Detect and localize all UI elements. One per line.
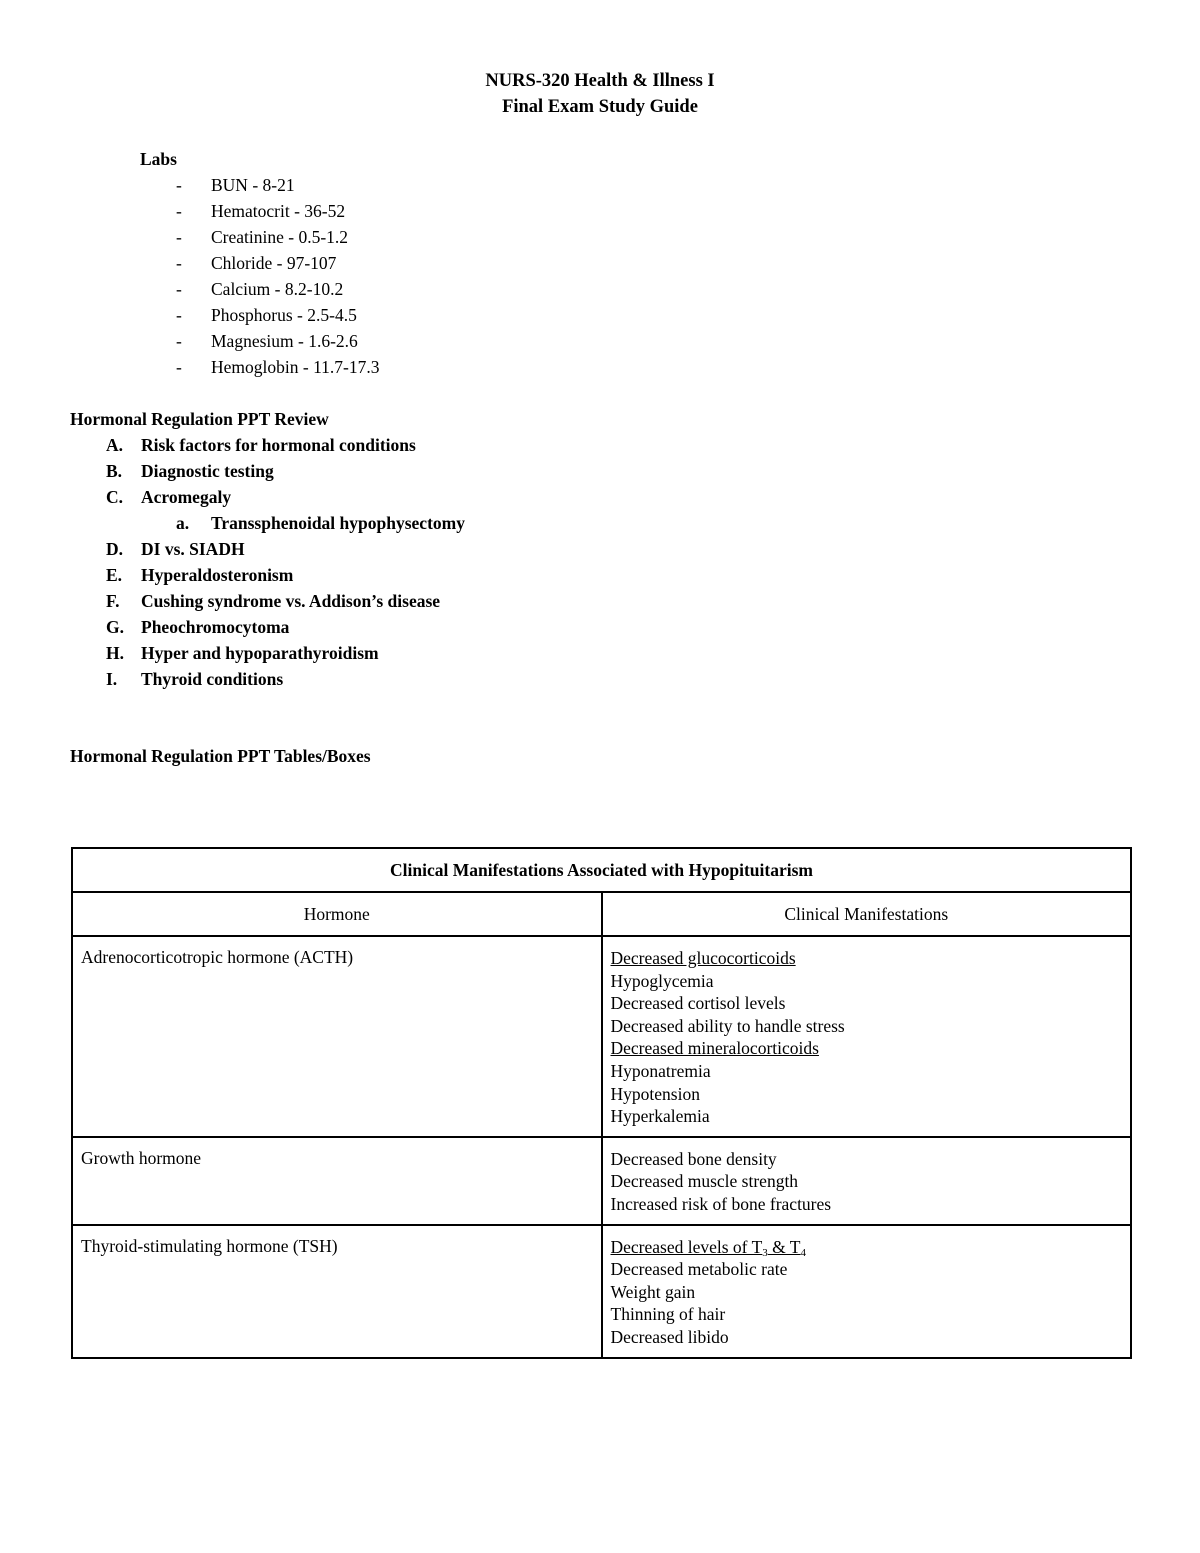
hormone-cell: Growth hormone <box>72 1137 602 1225</box>
lab-item-text: Hemoglobin - 11.7-17.3 <box>211 357 380 377</box>
hormone-cell: Thyroid-stimulating hormone (TSH) <box>72 1225 602 1358</box>
review-item-text: Diagnostic testing <box>141 461 274 481</box>
table-caption-row <box>72 848 1131 892</box>
labs-heading: Labs <box>140 149 177 169</box>
review-item-text: DI vs. SIADH <box>141 539 245 559</box>
manifestation-item: Decreased ability to handle stress <box>610 1015 845 1036</box>
review-item-marker: H. <box>106 643 124 663</box>
subscript: 3 <box>762 1246 768 1259</box>
review-item-text: Hyperaldosteronism <box>141 565 294 585</box>
tables-heading: Hormonal Regulation PPT Tables/Boxes <box>70 746 371 766</box>
lab-item-text: Chloride - 97-107 <box>211 253 337 273</box>
lab-bullet: - <box>176 201 182 221</box>
lab-item <box>176 250 576 276</box>
document-subtitle: Final Exam Study Guide <box>502 97 698 117</box>
review-item <box>106 666 706 692</box>
lab-bullet: - <box>176 279 182 299</box>
manifestation-text: Decreased levels of T <box>610 1236 763 1257</box>
review-item-marker: I. <box>106 669 118 689</box>
review-item-text: Acromegaly <box>141 487 232 507</box>
column-header-hormone: Hormone <box>72 892 602 936</box>
manifestation-text: & T <box>767 1236 801 1257</box>
lab-bullet: - <box>176 331 182 351</box>
document-title: NURS-320 Health & Illness I <box>485 71 715 91</box>
review-subitem <box>106 510 706 536</box>
manifestation-item: Decreased muscle strength <box>610 1171 799 1192</box>
review-item-text: Risk factors for hormonal conditions <box>141 435 416 455</box>
hypopituitarism-table <box>71 847 1132 1359</box>
lab-item <box>176 198 576 224</box>
lab-bullet: - <box>176 227 182 247</box>
review-item-marker: F. <box>106 591 120 611</box>
manifestation-item: Hyperkalemia <box>610 1106 710 1127</box>
lab-bullet: - <box>176 305 182 325</box>
review-item-text: Transsphenoidal hypophysectomy <box>211 513 465 533</box>
lab-item <box>176 302 576 328</box>
manifestation-item: Decreased mineralocorticoids <box>610 1038 819 1059</box>
lab-item-text: Magnesium - 1.6-2.6 <box>211 331 358 351</box>
manifestation-item: Decreased metabolic rate <box>610 1259 788 1280</box>
column-header-manifestations: Clinical Manifestations <box>602 892 1132 936</box>
lab-bullet: - <box>176 253 182 273</box>
lab-item <box>176 172 576 198</box>
lab-item <box>176 328 576 354</box>
manifestation-item: Decreased cortisol levels <box>610 993 786 1014</box>
manifestation-item: Decreased libido <box>610 1326 729 1347</box>
manifestation-item: Weight gain <box>610 1281 696 1302</box>
review-item <box>106 458 706 484</box>
review-item-text: Thyroid conditions <box>141 669 284 689</box>
table-row <box>72 1225 1131 1358</box>
lab-bullet: - <box>176 357 182 377</box>
lab-item <box>176 354 576 380</box>
lab-item-text: Phosphorus - 2.5-4.5 <box>211 305 357 325</box>
lab-item-text: Hematocrit - 36-52 <box>211 201 346 221</box>
lab-bullet: - <box>176 175 182 195</box>
review-item <box>106 614 706 640</box>
lab-item <box>176 276 576 302</box>
hormone-cell: Adrenocorticotropic hormone (ACTH) <box>72 936 602 1137</box>
review-item-text: Cushing syndrome vs. Addison’s disease <box>141 591 441 611</box>
review-list <box>106 432 706 692</box>
manifestations-cell <box>602 1137 1132 1225</box>
table-header-row <box>72 892 1131 936</box>
manifestation-item: Hypoglycemia <box>610 970 714 991</box>
review-item-text: Hyper and hypoparathyroidism <box>141 643 379 663</box>
review-item <box>106 536 706 562</box>
lab-item-text: Calcium - 8.2-10.2 <box>211 279 344 299</box>
labs-list <box>176 172 576 380</box>
review-item-marker: B. <box>106 461 123 481</box>
manifestation-item: Hyponatremia <box>610 1060 711 1081</box>
lab-item-text: BUN - 8-21 <box>211 175 295 195</box>
manifestation-item: Decreased glucocorticoids <box>610 948 796 968</box>
review-item <box>106 432 706 458</box>
review-heading: Hormonal Regulation PPT Review <box>70 409 329 429</box>
review-item-marker: C. <box>106 487 124 507</box>
review-item <box>106 562 706 588</box>
manifestations-cell <box>602 936 1132 1137</box>
review-item <box>106 484 706 510</box>
review-item-marker: G. <box>106 617 124 637</box>
table-caption: Clinical Manifestations Associated with Hypopituitarism <box>72 848 1131 892</box>
review-item-text: Pheochromocytoma <box>141 617 290 637</box>
lab-item-text: Creatinine - 0.5-1.2 <box>211 227 349 247</box>
lab-item <box>176 224 576 250</box>
review-item-marker: A. <box>106 435 124 455</box>
review-item-marker: a. <box>176 513 190 533</box>
review-item <box>106 588 706 614</box>
review-item-marker: D. <box>106 539 124 559</box>
manifestation-item <box>611 1236 1123 1259</box>
manifestation-item: Thinning of hair <box>610 1304 726 1325</box>
manifestation-item: Increased risk of bone fractures <box>610 1193 832 1214</box>
manifestation-item: Hypotension <box>610 1083 700 1104</box>
manifestations-cell <box>602 1225 1132 1358</box>
table-row <box>72 1137 1131 1225</box>
review-item-marker: E. <box>106 565 123 585</box>
table-body <box>72 936 1131 1358</box>
review-item <box>106 640 706 666</box>
manifestation-item: Decreased bone density <box>610 1148 777 1169</box>
table-row <box>72 936 1131 1137</box>
subscript: 4 <box>800 1246 807 1259</box>
